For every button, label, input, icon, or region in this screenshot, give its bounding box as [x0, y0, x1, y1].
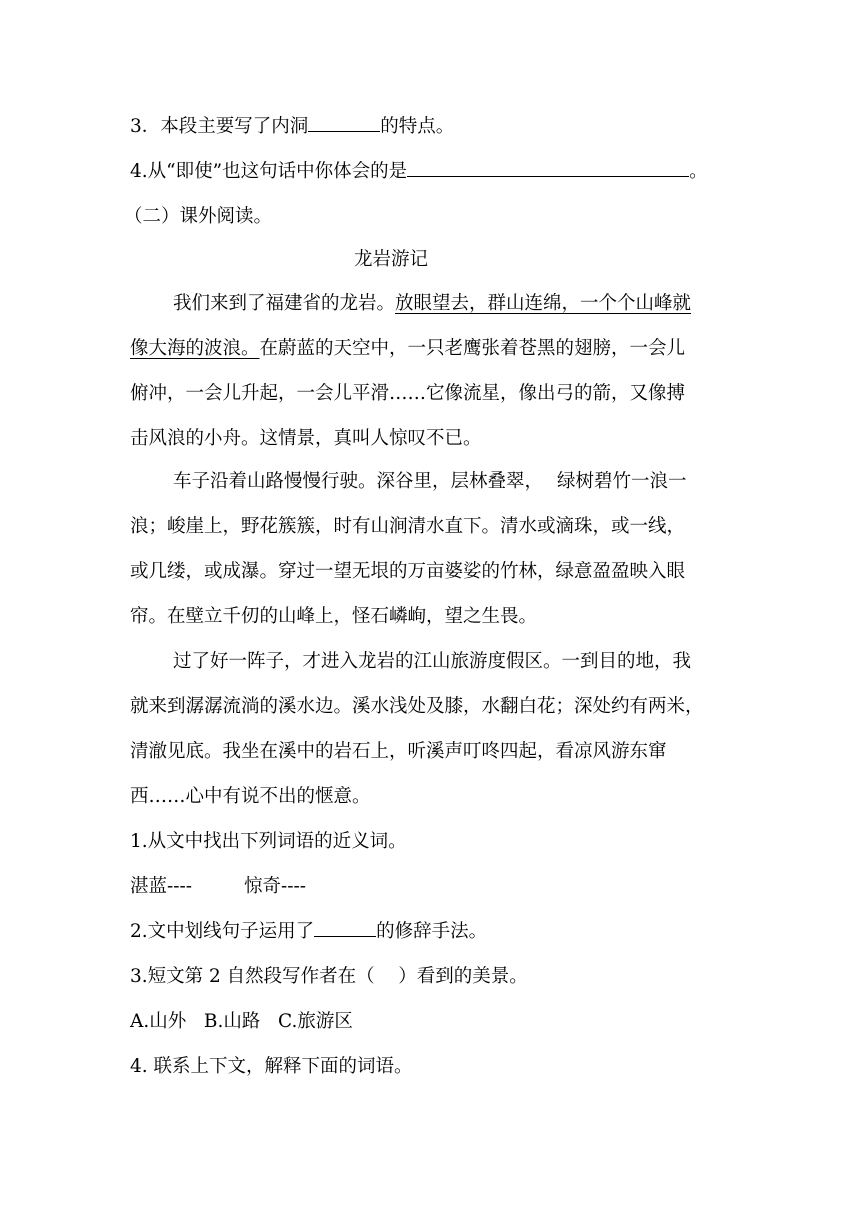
prev-question-4: [130, 160, 708, 184]
paragraph-3-line-2: 就来到潺潺流淌的溪水边。溪水浅处及膝，水翻白花；深处约有两米，: [130, 696, 704, 717]
question-2: [130, 920, 487, 944]
paragraph-2-line-2: 浪；峻崖上，野花簇簇，时有山涧清水直下。清水或滴珠，或一线，: [130, 516, 686, 537]
answer-blank[interactable]: [314, 920, 376, 937]
question-3-options: A.山外 B.山路 C.旅游区: [130, 1011, 353, 1032]
prev-question-4-text: 4.从“即使”也这句话中你体会的是: [130, 161, 408, 182]
paragraph-2-line-4: 帘。在壁立千仞的山峰上，怪石嶙峋，望之生畏。: [130, 606, 538, 627]
answer-blank[interactable]: [308, 115, 380, 132]
paragraph-1-line-4: 击风浪的小舟。这情景，真叫人惊叹不已。: [130, 428, 482, 449]
synonym-item-1: 湛蓝----: [130, 876, 193, 897]
underlined-sentence: 像大海的波浪。: [130, 338, 260, 359]
synonym-item-2: 惊奇----: [244, 876, 307, 897]
paragraph-1-line-1: [173, 292, 691, 316]
text-run: 我们来到了福建省的龙岩。: [173, 293, 396, 314]
question-1-words: [130, 875, 306, 899]
question-3: 3.短文第 2 自然段写作者在（ ）看到的美景。: [130, 966, 528, 987]
prev-question-3-text: 3．本段主要写了内洞: [130, 116, 309, 137]
question-2-suffix: 的修辞手法。: [376, 921, 488, 942]
text-run: 绿树碧竹一浪一: [557, 471, 687, 492]
prev-question-3-suffix: 的特点。: [380, 116, 455, 137]
question-4: 4. 联系上下文，解释下面的词语。: [130, 1056, 413, 1077]
text-run: 车子沿着山路慢慢行驶。深谷里，层林叠翠，: [173, 471, 544, 492]
answer-blank[interactable]: [407, 160, 689, 177]
text-run: 在蔚蓝的天空中，一只老鹰张着苍黑的翅膀，一会儿: [259, 338, 686, 359]
paragraph-2-line-3: 或几缕，或成瀑。穿过一望无垠的万亩婆娑的竹林，绿意盈盈映入眼: [130, 561, 686, 582]
paragraph-3-line-3: 清澈见底。我坐在溪中的岩石上，听溪声叮咚四起，看凉风游东窜: [130, 741, 667, 762]
question-1: 1.从文中找出下列词语的近义词。: [130, 831, 407, 852]
paragraph-1-line-3: 俯冲，一会儿升起，一会儿平滑……它像流星，像出弓的箭，又像搏: [130, 383, 686, 404]
prev-question-3: [130, 115, 454, 139]
question-2-text: 2.文中划线句子运用了: [130, 921, 315, 942]
section-heading: （二）课外阅读。: [124, 206, 273, 227]
paragraph-3-line-4: 西……心中有说不出的惬意。: [130, 786, 371, 807]
paragraph-1-line-2: [130, 337, 685, 361]
prev-question-4-suffix: 。: [689, 161, 708, 182]
paragraph-3-line-1: 过了好一阵子，才进入龙岩的江山旅游度假区。一到目的地，我: [173, 651, 692, 672]
underlined-sentence: 放眼望去，群山连绵，一个个山峰就: [395, 293, 692, 314]
article-title: 龙岩游记: [354, 249, 429, 270]
paragraph-2-line-1: [173, 470, 687, 494]
